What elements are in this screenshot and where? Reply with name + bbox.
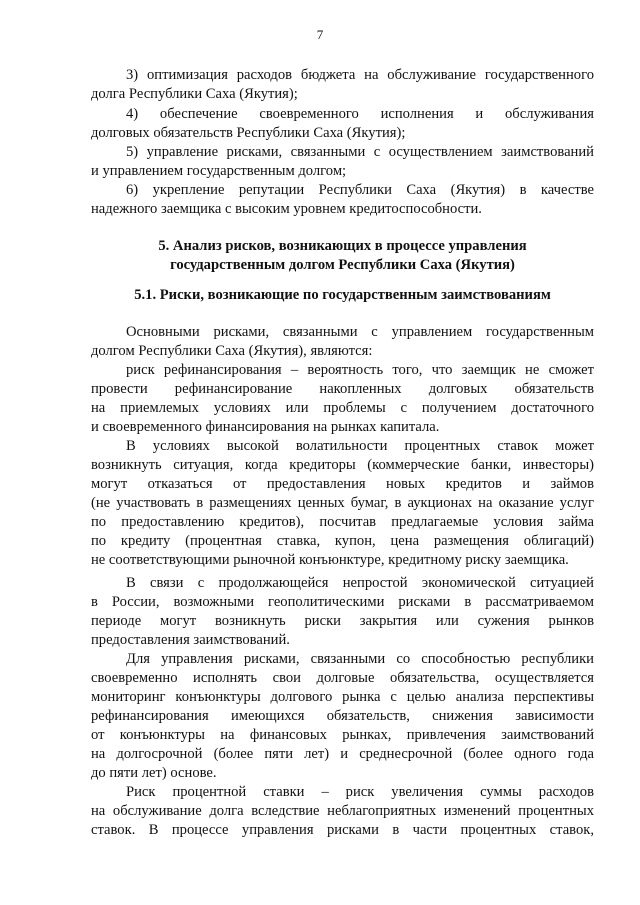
list-item-6-line-1: 6) укрепление репутации Республики Саха (Якутия) в качестве [126,182,594,198]
p5-line-3: мониторинг конъюнктуры долгового рынка с целью анализа перспективы [91,689,594,705]
list-item-4-line-2: долговых обязательств Республики Саха (Якутия); [91,125,406,141]
p6-line-2: на обслуживание долга вследствие неблагоприятных изменений процентных [91,803,594,819]
list-item-3-line-2: долга Республики Саха (Якутия); [91,86,298,102]
p2-line-4: и своевременного финансирования на рынках капитала. [91,419,440,435]
p2-line-3: на приемлемых условиях или проблемы с получением достаточного [91,400,594,416]
subsection-heading: 5.1. Риски, возникающие по государственным заимствованиям [134,287,551,303]
p6-line-1: Риск процентной ставки – риск увеличения суммы расходов [126,784,594,800]
p3-line-3: могут отказаться от предоставления новых кредитов и займов [91,476,594,492]
list-item-5-line-2: и управлением государственным долгом; [91,163,347,179]
p1-line-2: долгом Республики Саха (Якутия), являются: [91,343,373,359]
p5-line-5: от конъюнктуры на финансовых рынках, привлечения заимствований [91,727,594,743]
p5-line-1: Для управления рисками, связанными со способностью республики [126,651,594,667]
p5-line-6: на долгосрочной (более пяти лет) и среднесрочной (более одного года [91,746,594,762]
p3-line-1: В условиях высокой волатильности процентных ставок может [126,438,594,454]
page-number: 7 [316,27,324,42]
p1-line-1: Основными рисками, связанными с управлением государственным [126,324,594,340]
list-item-5-line-1: 5) управление рисками, связанными с осуществлением заимствований [126,144,594,160]
p4-line-4: предоставления заимствований. [91,632,290,648]
p3-line-2: возникнуть ситуация, когда кредиторы (коммерческие банки, инвесторы) [91,457,594,473]
p4-line-2: в России, возможными геополитическими рисками в рассматриваемом [91,594,594,610]
p4-line-1: В связи с продолжающейся непростой экономической ситуацией [126,575,594,591]
p3-line-7: не соответствующими рыночной конъюнктуре, кредитному риску заемщика. [91,552,569,568]
p3-line-6: по кредиту (процентная ставка, купон, цена размещения облигаций) [91,533,594,549]
section-heading-line-2: государственным долгом Республики Саха (Якутия) [170,257,515,273]
p5-line-4: рефинансирования имеющихся обязательств, снижения зависимости [91,708,594,724]
p3-line-4: (не участвовать в размещениях ценных бумаг, в аукционах на оказание услуг [91,495,594,511]
p2-line-1: риск рефинансирования – вероятность того, что заемщик не сможет [126,362,594,378]
section-heading-line-1: 5. Анализ рисков, возникающих в процессе управления [158,238,527,254]
list-item-6-line-2: надежного заемщика с высоким уровнем кредитоспособности. [91,201,482,217]
list-item-4-line-1: 4) обеспечение своевременного исполнения и обслуживания [126,106,594,122]
p3-line-5: по предоставлению кредитов), посчитав предлагаемые условия займа [91,514,594,530]
list-item-3-line-1: 3) оптимизация расходов бюджета на обслуживание государственного [126,67,594,83]
p4-line-3: периоде могут возникнуть риски закрытия или сужения рынков [91,613,594,629]
p6-line-3: ставок. В процессе управления рисками в части процентных ставок, [91,822,594,838]
p2-line-2: провести рефинансирование накопленных долговых обязательств [91,381,594,397]
p5-line-7: до пяти лет) основе. [91,765,217,781]
p5-line-2: своевременно исполнять свои долговые обязательства, осуществляется [91,670,594,686]
